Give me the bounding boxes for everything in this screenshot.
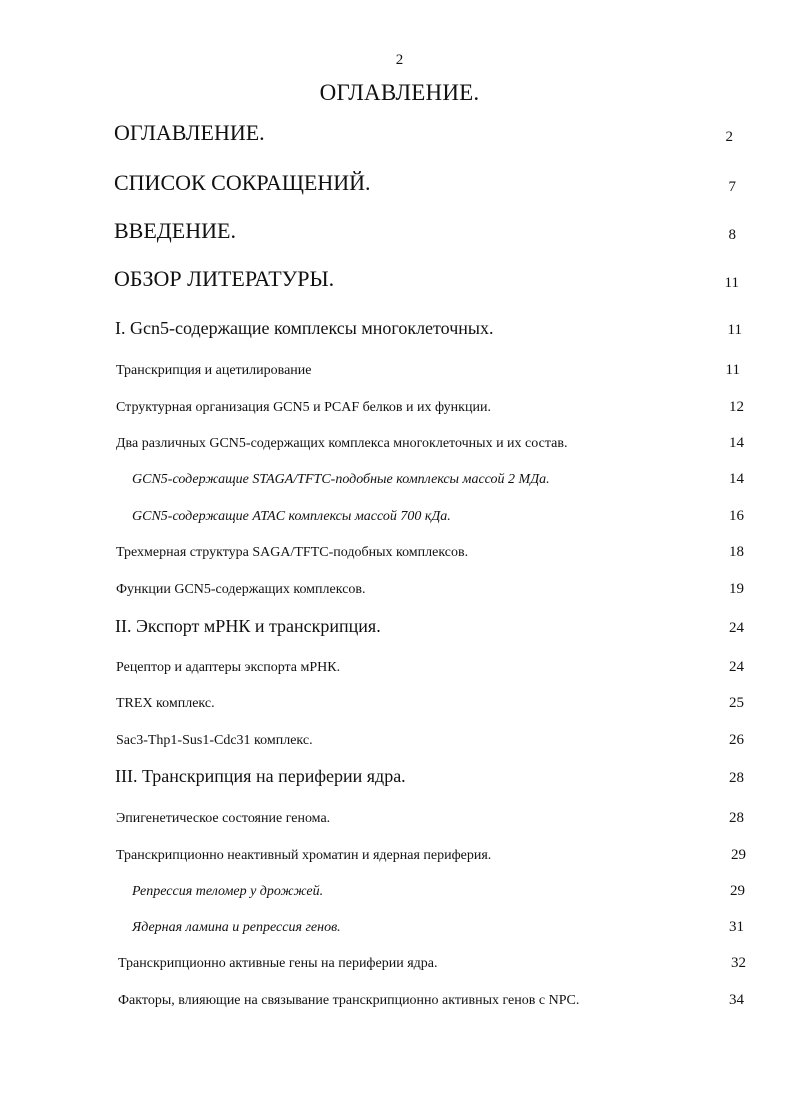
toc-entry-page: 29 [731,847,746,863]
toc-entry[interactable] [0,650,799,680]
toc-entry-label: Репрессия теломер у дрожжей. [132,884,324,899]
toc-entry-page: 8 [728,227,736,243]
toc-entry[interactable] [0,723,799,753]
toc-entry-subsection[interactable] [0,499,799,529]
toc-entry-label: GCN5-содержащие STAGA/TFTC-подобные комплексы массой 2 МДа. [132,472,550,487]
toc-entry-label: I. Gcn5-содержащие комплексы многоклеточных. [115,318,494,338]
toc-entry-page: 31 [729,919,744,935]
page-title: ОГЛАВЛЕНИЕ. [319,80,480,105]
toc-entry-part-3[interactable] [0,761,799,791]
toc-entry-label: Функции GCN5-содержащих комплексов. [116,582,366,597]
toc-entry-introduction[interactable] [0,218,799,248]
toc-entry-page: 11 [724,275,739,291]
toc-entry[interactable] [0,426,799,456]
toc-entry-label: Трехмерная структура SAGA/TFTC-подобных комплексов. [116,545,469,560]
toc-entry[interactable] [0,686,799,716]
toc-entry-part-2[interactable] [0,611,799,641]
toc-entry[interactable] [0,572,799,602]
toc-entry[interactable] [0,353,799,383]
toc-entry[interactable] [0,535,799,565]
toc-entry-page: 29 [730,883,745,899]
toc-entry-label: СПИСОК СОКРАЩЕНИЙ. [114,170,371,195]
toc-entry-page: 34 [729,992,744,1008]
page-number: 2 [395,52,404,68]
toc-entry-label: ОГЛАВЛЕНИЕ. [114,120,265,145]
toc-entry-label: Sac3-Thp1-Sus1-Cdc31 комплекс. [116,733,313,748]
toc-entry-subsection[interactable] [0,874,799,904]
toc-entry-label: Факторы, влияющие на связывание транскрипционно активных генов с NPC. [118,993,580,1008]
toc-entry-label: Ядерная ламина и репрессия генов. [132,920,341,935]
toc-entry-label: TREX комплекс. [116,696,215,711]
toc-entry-page: 11 [727,322,742,338]
toc-entry-label: ВВЕДЕНИЕ. [114,218,236,243]
toc-entry-part-1[interactable] [0,313,799,343]
toc-entry-page: 18 [729,544,744,560]
toc-entry-page: 26 [729,732,744,748]
toc-entry-page: 14 [729,435,744,451]
toc-entry-page: 2 [725,129,733,145]
toc-entry-label: Структурная организация GCN5 и PCAF белков и их функции. [116,400,491,415]
toc-entry-label: ОБЗОР ЛИТЕРАТУРЫ. [114,266,335,291]
toc-entry[interactable] [0,946,799,976]
toc-entry-label: Транскрипция и ацетилирование [116,363,312,378]
toc-entry-page: 16 [729,508,744,524]
toc-entry-label: Рецептор и адаптеры экспорта мРНК. [116,660,341,675]
toc-entry-page: 24 [729,659,744,675]
toc-entry-label: III. Транскрипция на периферии ядра. [115,766,406,786]
toc-entry-label: GCN5-содержащие ATAC комплексы массой 700 кДа. [132,509,451,524]
toc-entry-page: 14 [729,471,744,487]
toc-entry-page: 28 [729,810,744,826]
toc-entry-subsection[interactable] [0,910,799,940]
toc-entry-label: Транскрипционно неактивный хроматин и ядерная периферия. [116,848,492,863]
toc-entry-label: Эпигенетическое состояние генома. [116,811,331,826]
toc-entry-literature-review[interactable] [0,266,799,296]
toc-entry-contents[interactable] [0,120,799,150]
toc-entry-page: 19 [729,581,744,597]
toc-entry-abbreviations[interactable] [0,170,799,200]
toc-entry-page: 25 [729,695,744,711]
toc-entry-label: Транскрипционно активные гены на периферии ядра. [118,956,438,971]
toc-entry[interactable] [0,390,799,420]
toc-entry-page: 24 [729,620,744,636]
toc-entry-page: 12 [729,399,744,415]
toc-entry-page: 11 [725,362,740,378]
toc-entry-page: 28 [729,770,744,786]
toc-entry-subsection[interactable] [0,462,799,492]
toc-entry-label: Два различных GCN5-содержащих комплекса многоклеточных и их состав. [116,436,568,451]
toc-entry-page: 32 [731,955,746,971]
toc-entry[interactable] [0,983,799,1013]
toc-entry[interactable] [0,838,799,868]
toc-entry[interactable] [0,801,799,831]
toc-entry-page: 7 [728,179,736,195]
toc-entry-label: II. Экспорт мРНК и транскрипция. [115,616,381,636]
